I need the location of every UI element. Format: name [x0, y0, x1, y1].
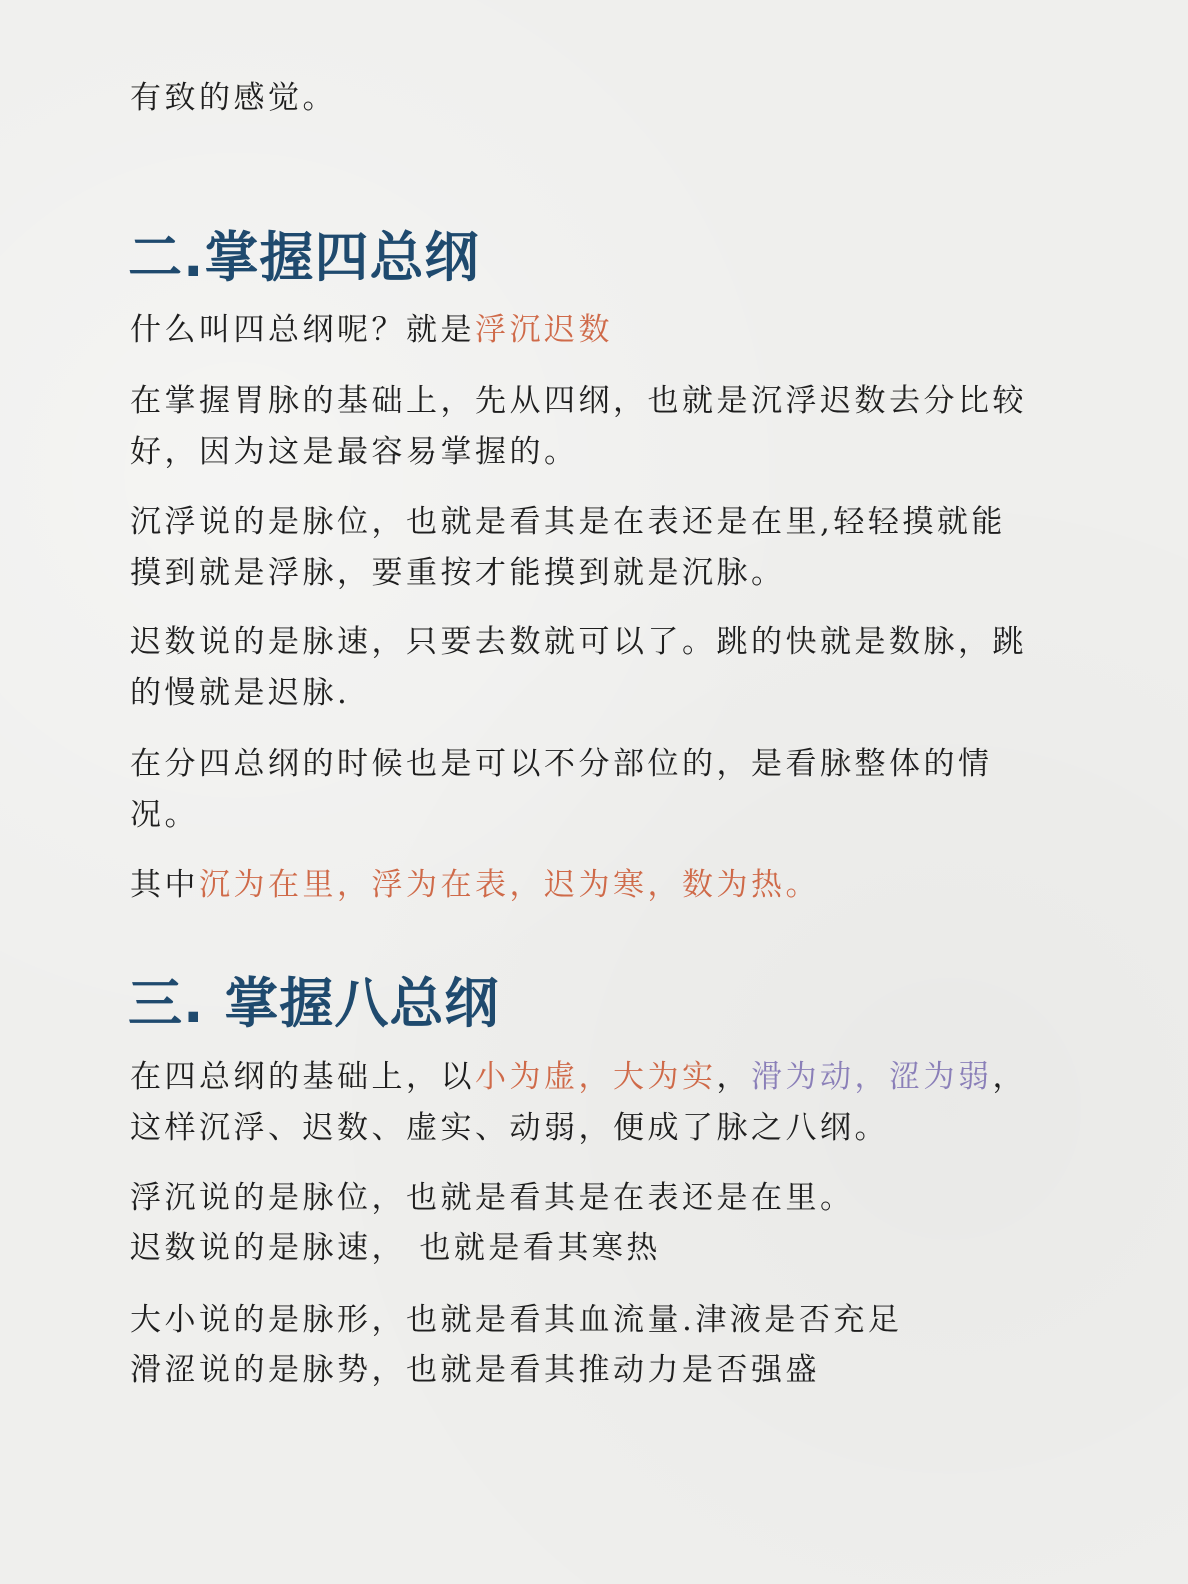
paragraph-line: 迟数说的是脉速， 也就是看其寒热 — [130, 1230, 661, 1266]
paragraph-line: 大小说的是脉形，也就是看其血流量.津液是否充足 — [130, 1302, 903, 1338]
paragraph-question — [130, 310, 613, 350]
paragraph-line: 的慢就是迟脉. — [130, 675, 351, 711]
highlight-four-principles: 浮沉迟数 — [475, 312, 613, 348]
eight-intro-separator: ， — [716, 1059, 751, 1095]
paragraph-line: 滑涩说的是脉势，也就是看其推动力是否强盛 — [130, 1352, 820, 1388]
question-text: 什么叫四总纲呢？就是 — [130, 312, 475, 348]
paragraph-line: 摸到就是浮脉，要重按才能摸到就是沉脉。 — [130, 555, 786, 591]
paragraph-eight-intro — [130, 1057, 1027, 1097]
paragraph-line: 况。 — [130, 797, 199, 833]
summary-prefix: 其中 — [130, 867, 199, 903]
section-heading-eight-principles: 三. 掌握八总纲 — [128, 972, 500, 1035]
paragraph-summary — [130, 865, 820, 905]
paragraph-line: 沉浮说的是脉位，也就是看其是在表还是在里,轻轻摸就能 — [130, 504, 1006, 540]
highlight-summary: 沉为在里，浮为在表，迟为寒，数为热。 — [199, 867, 820, 903]
section-heading-four-principles: 二.掌握四总纲 — [128, 226, 480, 289]
highlight-slippery-rough: 滑为动，涩为弱 — [751, 1059, 993, 1095]
eight-intro-suffix: ， — [992, 1059, 1027, 1095]
intro-tail-text: 有致的感觉。 — [130, 80, 337, 116]
paragraph-line: 这样沉浮、迟数、虚实、动弱，便成了脉之八纲。 — [130, 1110, 889, 1146]
paragraph-line: 在掌握胃脉的基础上，先从四纲，也就是沉浮迟数去分比较 — [130, 383, 1027, 419]
highlight-deficiency-excess: 小为虚，大为实 — [475, 1059, 717, 1095]
paragraph-line: 好，因为这是最容易掌握的。 — [130, 434, 579, 470]
paragraph-line: 浮沉说的是脉位，也就是看其是在表还是在里。 — [130, 1180, 855, 1216]
paragraph-line: 在分四总纲的时候也是可以不分部位的，是看脉整体的情 — [130, 746, 993, 782]
paragraph-line: 迟数说的是脉速，只要去数就可以了。跳的快就是数脉，跳 — [130, 624, 1027, 660]
eight-intro-prefix: 在四总纲的基础上，以 — [130, 1059, 475, 1095]
